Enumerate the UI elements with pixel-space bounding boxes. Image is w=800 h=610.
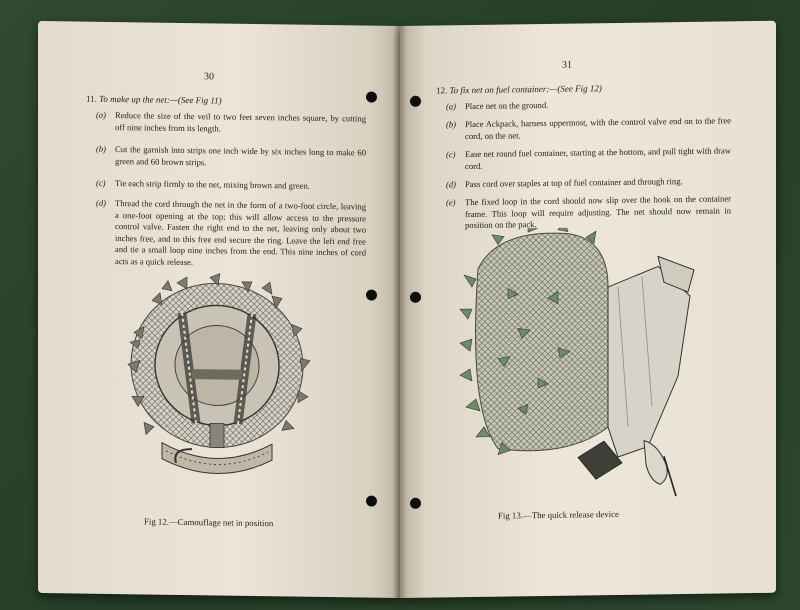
item-text: Pass cord over staples at top of fuel container and through ring.	[465, 176, 683, 190]
item-label: (d)	[446, 179, 457, 190]
section-heading	[86, 94, 222, 106]
section-title: To make up the net:—(See Fig 11)	[99, 93, 222, 106]
binding-hole	[410, 292, 421, 303]
section-title: To fix net on fuel container:—(See Fig 12)	[449, 83, 602, 96]
item-text: Reduce the size of the veil to two feet seven inches square, by cutting off nine inches from its length.	[115, 110, 366, 133]
item-text: The fixed loop in the cord should now slip over the hook on the container frame. This loop will require adjusting. The net should now remain in position on the pack.	[465, 193, 731, 231]
instruction-item	[446, 97, 731, 112]
item-text: Tie each strip firmly to the net, mixing brown and green.	[115, 178, 310, 191]
section-heading	[436, 83, 602, 95]
instruction-item	[96, 109, 366, 133]
instruction-item	[446, 193, 731, 231]
item-text: Ease net round fuel container, starting at the bottom, and pull tight with draw cord.	[465, 145, 731, 171]
section-number: 12.	[436, 85, 448, 96]
instruction-item	[96, 143, 366, 167]
instruction-item	[446, 145, 731, 171]
page-number: 30	[204, 71, 214, 83]
quick-release-illustration	[458, 226, 708, 501]
booklet-spine	[393, 26, 407, 598]
item-label: (b)	[96, 143, 107, 154]
item-text: Place Ackpack, harness uppermost, with the control valve end on to the free cord, on the net.	[465, 115, 731, 141]
binding-hole	[366, 290, 377, 301]
binding-hole	[366, 92, 377, 103]
item-label: (c)	[446, 149, 456, 160]
section-number: 11.	[86, 93, 97, 104]
figure-caption: Fig 13.—The quick release device	[498, 508, 619, 521]
item-label: (d)	[96, 197, 107, 208]
camouflage-net-illustration	[122, 272, 312, 503]
instruction-item	[96, 197, 366, 267]
binding-hole	[366, 496, 377, 507]
instruction-item	[446, 115, 731, 141]
open-booklet	[38, 26, 778, 598]
right-page	[400, 21, 776, 598]
page-number: 31	[562, 59, 572, 71]
figure-caption: Fig 12.—Camouflage net in position	[144, 516, 274, 529]
instruction-item	[96, 177, 366, 191]
item-label: (c)	[96, 177, 106, 188]
left-page	[38, 21, 400, 598]
item-text: Thread the cord through the net in the form of a two-foot circle, leaving a one-foot opening at the top; this will allow access to the pressure control valve. Fasten the right end to the net, leaving only about two inches free, and to this free end secure the ring. Leave the left end free and tie a small loop nine inches from the end. This nine inches of cord acts as a quick release.	[115, 198, 366, 267]
item-text: Cut the garnish into strips one inch wide by six inches long to make 60 green and 60 brown strips.	[115, 144, 366, 167]
item-text: Place net on the ground.	[465, 99, 549, 112]
item-label: (a)	[96, 109, 107, 120]
instruction-item	[446, 175, 731, 190]
item-label: (b)	[446, 119, 457, 130]
item-label: (a)	[446, 101, 457, 112]
binding-hole	[410, 498, 421, 509]
binding-hole	[410, 96, 421, 107]
item-label: (e)	[446, 197, 456, 208]
